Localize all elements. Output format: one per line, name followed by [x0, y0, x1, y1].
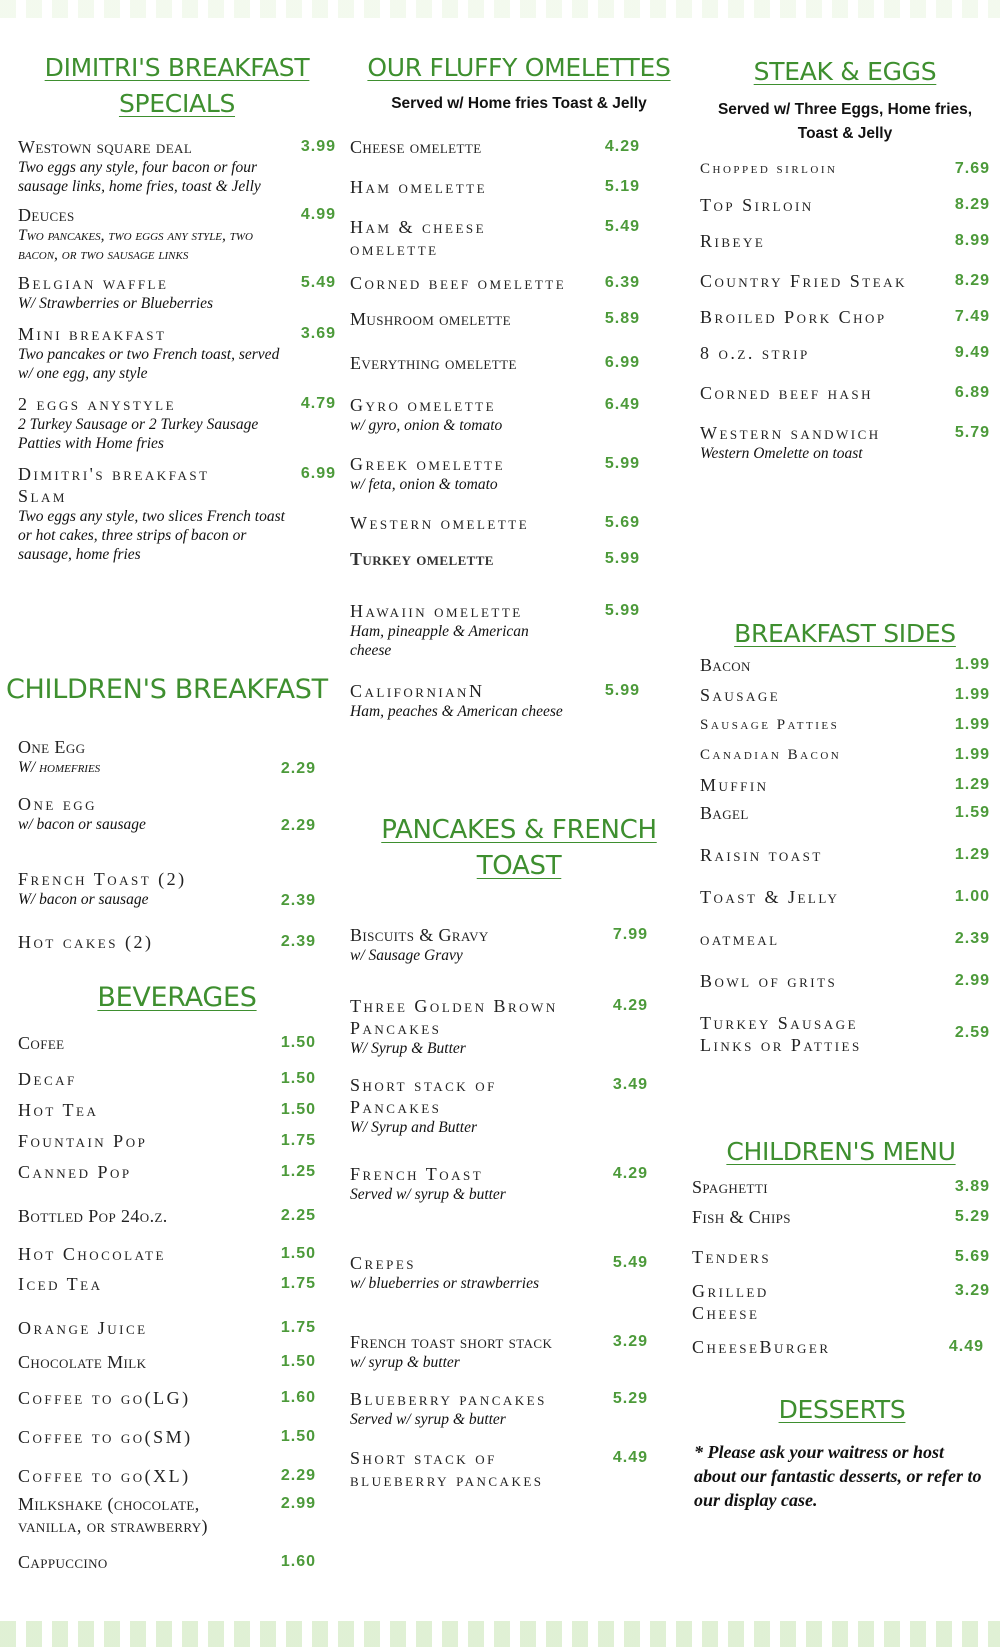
item-price: 9.49 — [954, 344, 990, 361]
item-name: Cappuccino — [18, 1552, 108, 1572]
item-price: 7.69 — [954, 160, 990, 177]
item-price: 2.99 — [280, 1495, 316, 1512]
item-price: 5.89 — [604, 310, 640, 327]
item-name: Sausage — [700, 685, 781, 705]
bottom-border-pattern — [0, 1621, 1000, 1647]
item-price: 1.60 — [280, 1553, 316, 1570]
item-description: 2 Turkey Sausage or 2 Turkey Sausage Patties with Home fries — [18, 416, 259, 452]
item-name: Three Golden Brown Pancakes — [350, 996, 558, 1038]
item-name: Tenders — [692, 1247, 772, 1267]
menu-item — [350, 352, 688, 374]
item-price: 4.49 — [948, 1338, 984, 1355]
item-price: 5.29 — [954, 1208, 990, 1225]
item-name: Fountain Pop — [18, 1131, 148, 1151]
menu-item — [18, 1317, 336, 1339]
item-description: Served w/ syrup & butter — [350, 1186, 506, 1203]
item-price: 1.50 — [280, 1245, 316, 1262]
menu-item — [18, 793, 336, 834]
item-price: 5.69 — [604, 514, 640, 531]
item-price: 1.75 — [280, 1275, 316, 1292]
menu-item — [692, 1206, 990, 1228]
right-column — [700, 54, 990, 463]
item-name: Chopped sirloin — [700, 161, 838, 177]
menu-item — [18, 1032, 336, 1054]
item-name: Orange Juice — [18, 1318, 148, 1338]
item-price: 8.29 — [954, 272, 990, 289]
item-name: oatmeal — [700, 929, 780, 949]
item-price: 5.99 — [604, 682, 640, 699]
menu-item — [18, 1493, 336, 1537]
item-description: W/ homefries — [18, 759, 101, 776]
item-description: Two eggs any style, four bacon or four sausage links, home fries, toast & Jelly — [18, 159, 261, 195]
item-price: 1.29 — [954, 776, 990, 793]
menu-item — [700, 684, 990, 706]
item-name: Canned Pop — [18, 1162, 132, 1182]
item-name: French Toast — [350, 1164, 484, 1184]
item-price: 1.59 — [954, 804, 990, 821]
item-price: 2.39 — [280, 933, 316, 950]
item-description: W/ Syrup and Butter — [350, 1119, 477, 1136]
item-name: Bagel — [700, 803, 749, 823]
menu-item — [18, 1387, 336, 1409]
item-description: w/ feta, onion & tomato — [350, 476, 498, 493]
item-price: 1.29 — [954, 846, 990, 863]
item-name: Ham omelette — [350, 177, 488, 197]
menu-item — [692, 1280, 990, 1324]
breakfast-specials-heading — [18, 50, 336, 122]
item-description: W/ bacon or sausage — [18, 891, 149, 908]
item-price: 1.99 — [954, 746, 990, 763]
item-name: Fish & Chips — [692, 1207, 791, 1227]
item-price: 1.99 — [954, 656, 990, 673]
item-name: Ham & cheese omelette — [350, 217, 487, 259]
item-price: 1.99 — [954, 686, 990, 703]
item-name: Hawaiin omelette — [350, 601, 523, 621]
menu-item — [18, 1426, 336, 1448]
item-name: Western sandwich — [700, 423, 881, 443]
item-name: 2 eggs anystyle — [18, 394, 177, 414]
item-name: Cofee — [18, 1033, 65, 1053]
item-description: w/ Sausage Gravy — [350, 947, 463, 964]
item-price: 6.89 — [954, 384, 990, 401]
menu-item — [700, 158, 990, 180]
item-name: Coffee to go(XL) — [18, 1466, 191, 1486]
menu-item — [350, 216, 688, 260]
menu-item — [18, 1465, 336, 1487]
children-menu-heading: CHILDREN'S MENU — [726, 1137, 956, 1166]
item-description: W/ Syrup & Butter — [350, 1040, 466, 1057]
item-price: 4.29 — [612, 1165, 648, 1182]
item-name: Mushroom omelette — [350, 309, 511, 329]
item-name: Belgian waffle — [18, 273, 169, 293]
menu-item — [18, 393, 336, 453]
item-price: 5.29 — [612, 1390, 648, 1407]
steak-eggs-heading: STEAK & EGGS — [753, 57, 937, 86]
desserts-heading: DESSERTS — [778, 1395, 906, 1424]
menu-item — [700, 270, 990, 292]
item-price: 3.99 — [300, 138, 336, 155]
item-price: 1.99 — [954, 716, 990, 733]
item-name: French toast short stack — [350, 1332, 553, 1352]
menu-item — [350, 1163, 688, 1204]
menu-item — [692, 1246, 990, 1268]
item-name: Turkey omelette — [350, 549, 494, 569]
menu-item — [18, 463, 336, 564]
item-name: Decaf — [18, 1069, 77, 1089]
item-description: Two eggs any style, two slices French toast or hot cakes, three strips of bacon or sausage, home fries — [18, 508, 285, 563]
heading-line: TOAST — [476, 851, 562, 881]
heading-line: SPECIALS — [118, 89, 236, 118]
heading-line: DIMITRI'S BREAKFAST — [44, 53, 310, 82]
item-price: 5.49 — [300, 274, 336, 291]
pancakes-section — [350, 812, 688, 1491]
item-price: 5.19 — [604, 178, 640, 195]
pancakes-heading — [350, 812, 688, 884]
item-price: 7.99 — [612, 926, 648, 943]
menu-item — [18, 1551, 336, 1573]
breakfast-sides-heading: BREAKFAST SIDES — [734, 619, 956, 648]
item-price: 2.59 — [954, 1024, 990, 1041]
menu-item — [350, 548, 688, 570]
item-price: 2.25 — [280, 1207, 316, 1224]
heading-line: PANCAKES & FRENCH — [381, 815, 657, 845]
item-description: Ham, peaches & American cheese — [350, 703, 563, 720]
item-name: Cheese omelette — [350, 137, 482, 157]
menu-item — [700, 844, 990, 866]
beverages-heading: BEVERAGES — [97, 982, 257, 1013]
menu-item — [350, 680, 688, 721]
menu-item — [18, 736, 336, 777]
item-name: French Toast (2) — [18, 869, 187, 889]
item-name: Gyro omelette — [350, 395, 497, 415]
item-name: Short stack of Pancakes — [350, 1075, 497, 1117]
menu-item — [18, 1205, 336, 1227]
item-price: 6.99 — [604, 354, 640, 371]
item-price: 5.49 — [612, 1254, 648, 1271]
beverages-section — [18, 980, 336, 1573]
menu-item — [18, 1243, 336, 1265]
item-name: Grilled Cheese — [692, 1281, 769, 1323]
menu-item — [700, 382, 990, 404]
menu-item — [700, 342, 990, 364]
item-name: Crepes — [350, 1253, 417, 1273]
item-name: Raisin toast — [700, 845, 823, 865]
item-price: 6.99 — [300, 465, 336, 482]
item-name: Broiled Pork Chop — [700, 307, 887, 327]
menu-item — [350, 1388, 688, 1429]
item-price: 5.99 — [604, 602, 640, 619]
item-description: w/ gyro, onion & tomato — [350, 417, 503, 434]
item-name: Sausage Patties — [700, 717, 840, 733]
item-price: 5.79 — [954, 424, 990, 441]
item-price: 3.89 — [954, 1178, 990, 1195]
item-price: 1.50 — [280, 1101, 316, 1118]
steak-eggs-section — [700, 54, 990, 463]
item-price: 4.29 — [604, 138, 640, 155]
item-name: CheeseBurger — [692, 1337, 831, 1357]
menu-item — [350, 308, 688, 330]
omelettes-heading: OUR FLUFFY OMELETTES — [367, 53, 671, 82]
menu-item — [18, 136, 336, 196]
item-price: 1.60 — [280, 1389, 316, 1406]
menu-item — [18, 1099, 336, 1121]
middle-column — [350, 50, 688, 721]
item-name: Milkshake (chocolate, vanilla, or strawberry) — [18, 1494, 208, 1536]
item-price: 6.39 — [604, 274, 640, 291]
item-name: Ribeye — [700, 231, 766, 251]
menu-item — [700, 306, 990, 328]
item-name: Turkey Sausage Links or Patties — [700, 1013, 862, 1055]
menu-item — [350, 1447, 688, 1491]
item-name: Corned beef omelette — [350, 273, 567, 293]
menu-item — [18, 204, 336, 264]
menu-item — [692, 1176, 990, 1198]
menu-item — [350, 600, 688, 660]
item-price: 2.39 — [954, 930, 990, 947]
item-price: 6.49 — [604, 396, 640, 413]
item-description: Western Omelette on toast — [700, 445, 863, 462]
item-name: Westown square deal — [18, 137, 193, 157]
item-name: Blueberry pancakes — [350, 1389, 547, 1409]
menu-item — [18, 1161, 336, 1183]
item-price: 3.69 — [300, 325, 336, 342]
menu-item — [700, 422, 990, 463]
menu-item — [18, 931, 336, 953]
item-price: 1.50 — [280, 1070, 316, 1087]
item-price: 5.99 — [604, 550, 640, 567]
item-price: 7.49 — [954, 308, 990, 325]
item-description: w/ bacon or sausage — [18, 816, 146, 833]
item-price: 4.99 — [300, 206, 336, 223]
item-name: Western omelette — [350, 513, 530, 533]
item-name: Corned beef hash — [700, 383, 873, 403]
menu-item — [700, 928, 990, 950]
item-description: w/ syrup & butter — [350, 1354, 460, 1371]
item-price: 1.50 — [280, 1034, 316, 1051]
menu-item — [700, 886, 990, 908]
item-name: Hot Tea — [18, 1100, 99, 1120]
desserts-section — [694, 1392, 990, 1512]
item-price: 5.99 — [604, 455, 640, 472]
breakfast-specials-section — [18, 50, 336, 564]
menu-item — [350, 995, 688, 1058]
item-price: 5.69 — [954, 1248, 990, 1265]
item-name: Biscuits & Gravy — [350, 925, 489, 945]
menu-item — [18, 868, 336, 909]
item-name: Bottled Pop 24o.z. — [18, 1206, 168, 1226]
item-price: 8.99 — [954, 232, 990, 249]
children-breakfast-heading: CHILDREN'S BREAKFAST — [6, 674, 328, 705]
item-description: Two pancakes or two French toast, served w/ one egg, any style — [18, 346, 280, 382]
item-description: W/ Strawberries or Blueberries — [18, 295, 214, 312]
item-price: 2.99 — [954, 972, 990, 989]
menu-item — [700, 654, 990, 676]
item-name: Hot Chocolate — [18, 1244, 166, 1264]
item-price: 1.75 — [280, 1132, 316, 1149]
item-price: 3.29 — [612, 1333, 648, 1350]
menu-item — [350, 453, 688, 494]
menu-item — [700, 194, 990, 216]
top-border-pattern — [0, 0, 1000, 18]
menu-item — [350, 394, 688, 435]
menu-item — [350, 136, 688, 158]
menu-item — [700, 230, 990, 252]
item-name: Everything omelette — [350, 353, 517, 373]
menu-item — [350, 1252, 688, 1293]
menu-item — [350, 512, 688, 534]
menu-item — [18, 1068, 336, 1090]
item-name: One Egg — [18, 737, 86, 757]
item-name: Dimitri's breakfast Slam — [18, 464, 210, 506]
item-name: Bacon — [700, 655, 751, 675]
item-price: 1.50 — [280, 1428, 316, 1445]
item-name: Canadian Bacon — [700, 747, 842, 763]
item-price: 1.00 — [954, 888, 990, 905]
omelettes-section — [350, 50, 688, 721]
menu-item — [18, 1130, 336, 1152]
item-name: Bowl of grits — [700, 971, 838, 991]
item-name: Country Fried Steak — [700, 271, 907, 291]
item-description: w/ blueberries or strawberries — [350, 1275, 540, 1292]
omelettes-subtitle: Served w/ Home fries Toast & Jelly — [391, 95, 647, 112]
item-price: 4.29 — [612, 997, 648, 1014]
menu-item — [700, 774, 990, 796]
item-price: 5.49 — [604, 218, 640, 235]
item-name: One egg — [18, 794, 98, 814]
menu-item — [700, 1012, 990, 1056]
item-name: Short stack of blueberry pancakes — [350, 1448, 544, 1490]
item-name: Greek omelette — [350, 454, 506, 474]
menu-item — [700, 714, 990, 736]
item-name: Mini breakfast — [18, 324, 167, 344]
breakfast-sides-section — [700, 616, 990, 1056]
item-name: Hot cakes (2) — [18, 932, 154, 952]
item-name: Iced Tea — [18, 1274, 103, 1294]
item-price: 2.29 — [280, 817, 316, 834]
item-price: 2.39 — [280, 892, 316, 909]
menu-item — [350, 924, 688, 965]
menu-item — [18, 1351, 336, 1373]
item-name: Toast & Jelly — [700, 887, 840, 907]
item-price: 2.29 — [280, 760, 316, 777]
item-name: Muffin — [700, 775, 769, 795]
item-price: 8.29 — [954, 196, 990, 213]
children-menu-section — [692, 1134, 990, 1358]
item-description: Ham, pineapple & American cheese — [350, 623, 529, 659]
item-name: Coffee to go(SM) — [18, 1427, 193, 1447]
menu-item — [700, 970, 990, 992]
menu-item — [18, 323, 336, 383]
left-column — [18, 50, 336, 564]
children-breakfast-section — [18, 736, 336, 953]
item-price: 4.49 — [612, 1449, 648, 1466]
item-name: Top Sirloin — [700, 195, 814, 215]
menu-item — [350, 272, 688, 294]
item-price: 3.29 — [954, 1282, 990, 1299]
menu-item — [350, 176, 688, 198]
item-description: Served w/ syrup & butter — [350, 1411, 506, 1428]
item-name: Coffee to go(LG) — [18, 1388, 191, 1408]
steak-eggs-subtitle: Served w/ Three Eggs, Home fries, Toast & Jelly — [717, 101, 973, 142]
menu-item — [350, 1331, 688, 1372]
menu-item — [18, 272, 336, 313]
item-price: 1.25 — [280, 1163, 316, 1180]
menu-item — [18, 1273, 336, 1295]
item-price: 4.79 — [300, 395, 336, 412]
menu-item — [700, 744, 990, 766]
item-name: CalifornianN — [350, 681, 485, 701]
item-price: 3.49 — [612, 1076, 648, 1093]
item-name: Chocolate Milk — [18, 1352, 147, 1372]
menu-item — [350, 1074, 688, 1137]
item-name: Deuces — [18, 205, 75, 225]
item-name: Spaghetti — [692, 1177, 768, 1197]
menu-item — [700, 802, 990, 824]
desserts-note: * Please ask your waitress or host about our fantastic desserts, or refer to our display case. — [694, 1442, 982, 1510]
item-name: 8 o.z. strip — [700, 343, 810, 363]
item-price: 2.29 — [280, 1467, 316, 1484]
item-description: Two pancakes, two eggs any style, two bacon, or two sausage links — [18, 227, 253, 263]
menu-item — [692, 1336, 990, 1358]
item-price: 1.50 — [280, 1353, 316, 1370]
item-price: 1.75 — [280, 1319, 316, 1336]
